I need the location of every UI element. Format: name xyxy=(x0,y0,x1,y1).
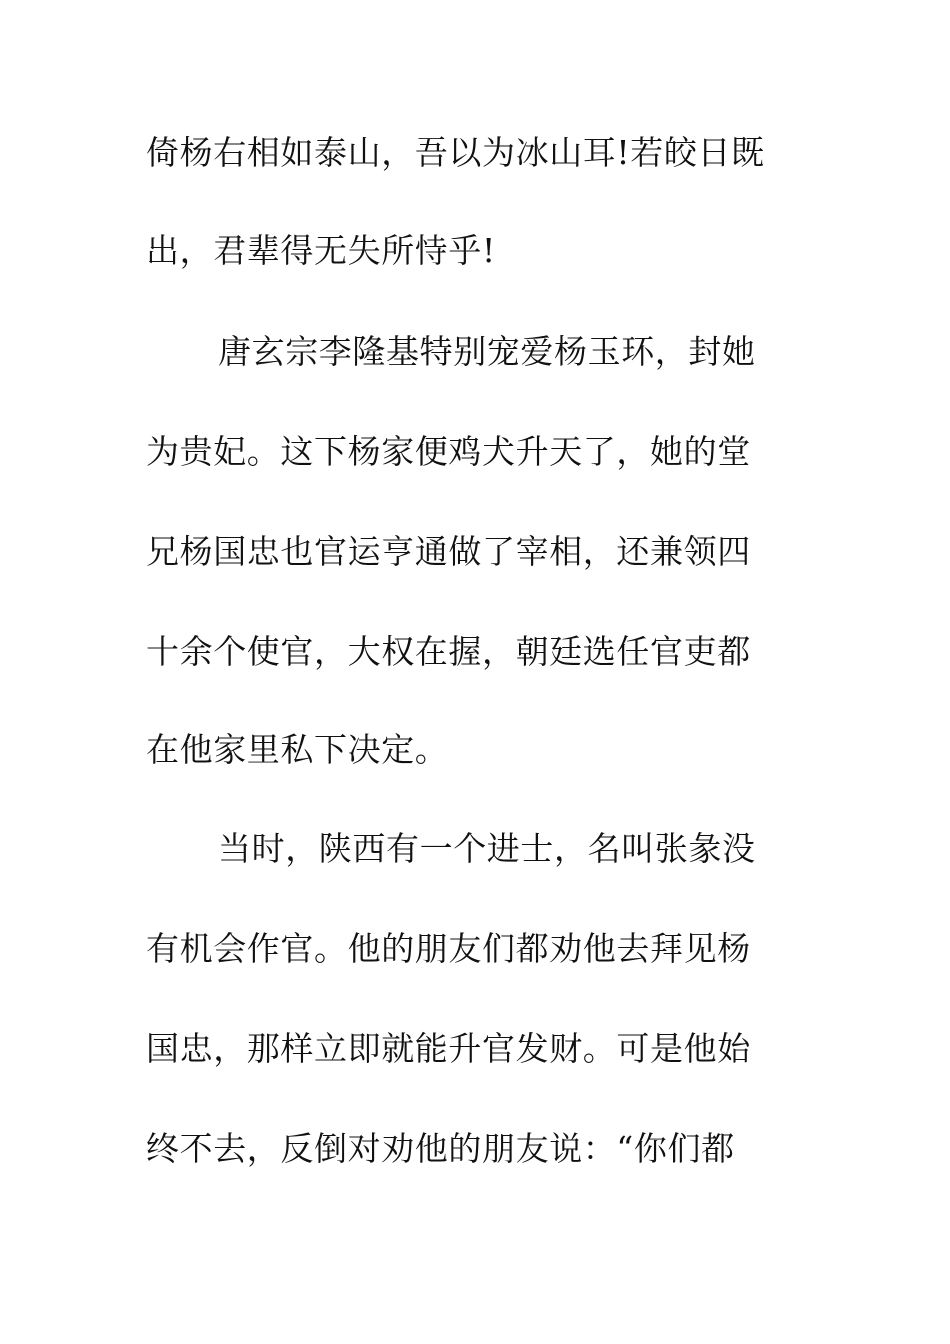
text-line: 出，君辈得无失所恃乎! xyxy=(146,231,496,270)
paragraph-start-line: 当时，陕西有一个进士，名叫张彖没 xyxy=(218,829,756,868)
text-line: 十余个使官，大权在握，朝廷选任官吏都 xyxy=(146,632,751,671)
text-line: 有机会作官。他的朋友们都劝他去拜见杨 xyxy=(146,929,751,968)
paragraph-start-line: 唐玄宗李隆基特别宠爱杨玉环，封她 xyxy=(218,332,756,371)
text-line: 兄杨国忠也官运亨通做了宰相，还兼领四 xyxy=(146,532,751,571)
text-line: 国忠，那样立即就能升官发财。可是他始 xyxy=(146,1029,751,1068)
text-line: 在他家里私下决定。 xyxy=(146,730,449,769)
text-line: 倚杨右相如泰山，吾以为冰山耳!若皎日既 xyxy=(146,133,765,172)
text-line: 为贵妃。这下杨家便鸡犬升天了，她的堂 xyxy=(146,432,751,471)
text-line: 终不去，反倒对劝他的朋友说：“你们都 xyxy=(146,1129,735,1168)
